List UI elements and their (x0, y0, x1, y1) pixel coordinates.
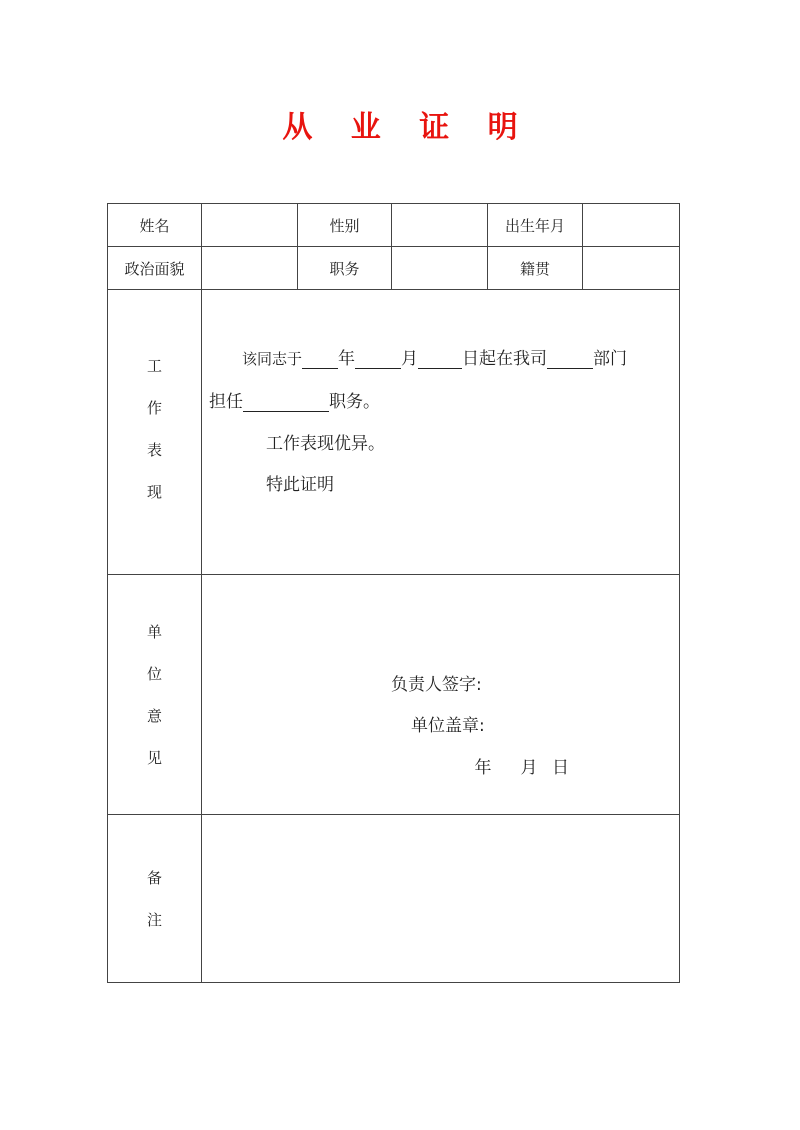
work-label-char: 工 (146, 357, 162, 375)
work-performance-row (108, 290, 680, 575)
day-text: 日起在我司 (462, 349, 548, 369)
document-title: 从 业 证 明 (282, 110, 532, 145)
start-day-blank[interactable] (418, 350, 462, 369)
signature-label: 负责人签字: (391, 675, 482, 695)
opinion-label-char: 位 (146, 664, 162, 683)
unit-opinion-label (108, 575, 202, 815)
remarks-label (108, 815, 202, 983)
work-label-char: 现 (146, 483, 162, 501)
remarks-row (108, 815, 680, 983)
native-place-field[interactable] (583, 247, 680, 290)
name-label: 姓名 (108, 204, 202, 247)
date-month: 月 (520, 758, 538, 778)
position-label: 职务 (298, 247, 392, 290)
work-performance-content (202, 290, 680, 575)
year-text: 年 (338, 349, 356, 369)
certificate-form (107, 203, 680, 983)
birth-date-label: 出生年月 (488, 204, 583, 247)
start-month-blank[interactable] (355, 350, 401, 369)
date-year: 年 (474, 758, 492, 778)
department-blank[interactable] (547, 350, 593, 369)
work-label-char: 表 (146, 441, 162, 459)
start-year-blank[interactable] (302, 350, 338, 369)
political-status-field[interactable] (202, 247, 298, 290)
native-place-label: 籍贯 (488, 247, 583, 290)
remarks-label-char: 注 (146, 910, 162, 929)
seal-label: 单位盖章: (411, 716, 485, 736)
date-day: 日 (552, 758, 569, 778)
opinion-label-char: 单 (146, 622, 162, 641)
unit-opinion-row (108, 575, 680, 815)
unit-opinion-content (202, 575, 680, 815)
department-text: 部门 (593, 349, 628, 369)
work-line-2-suffix: 职务。 (329, 392, 380, 412)
month-text: 月 (401, 349, 419, 369)
work-performance-label (108, 290, 202, 575)
position-field[interactable] (392, 247, 488, 290)
gender-field[interactable] (392, 204, 488, 247)
work-line-4: 特此证明 (266, 475, 334, 495)
opinion-label-char: 见 (146, 748, 162, 767)
info-row-2 (108, 247, 680, 290)
remarks-label-char: 备 (146, 868, 162, 887)
work-line-3: 工作表现优异。 (266, 434, 385, 454)
name-field[interactable] (202, 204, 298, 247)
work-line-2 (209, 387, 380, 412)
gender-label: 性别 (298, 204, 392, 247)
work-line-1-prefix: 该同志于 (242, 350, 303, 368)
work-line-1 (242, 344, 627, 369)
remarks-content[interactable] (202, 815, 680, 983)
birth-date-field[interactable] (583, 204, 680, 247)
work-label-char: 作 (146, 399, 162, 417)
info-row-1 (108, 204, 680, 247)
work-line-2-prefix: 担任 (209, 392, 243, 412)
opinion-date (460, 753, 569, 778)
job-title-blank[interactable] (243, 393, 329, 412)
political-status-label: 政治面貌 (108, 247, 202, 290)
opinion-label-char: 意 (146, 706, 162, 725)
